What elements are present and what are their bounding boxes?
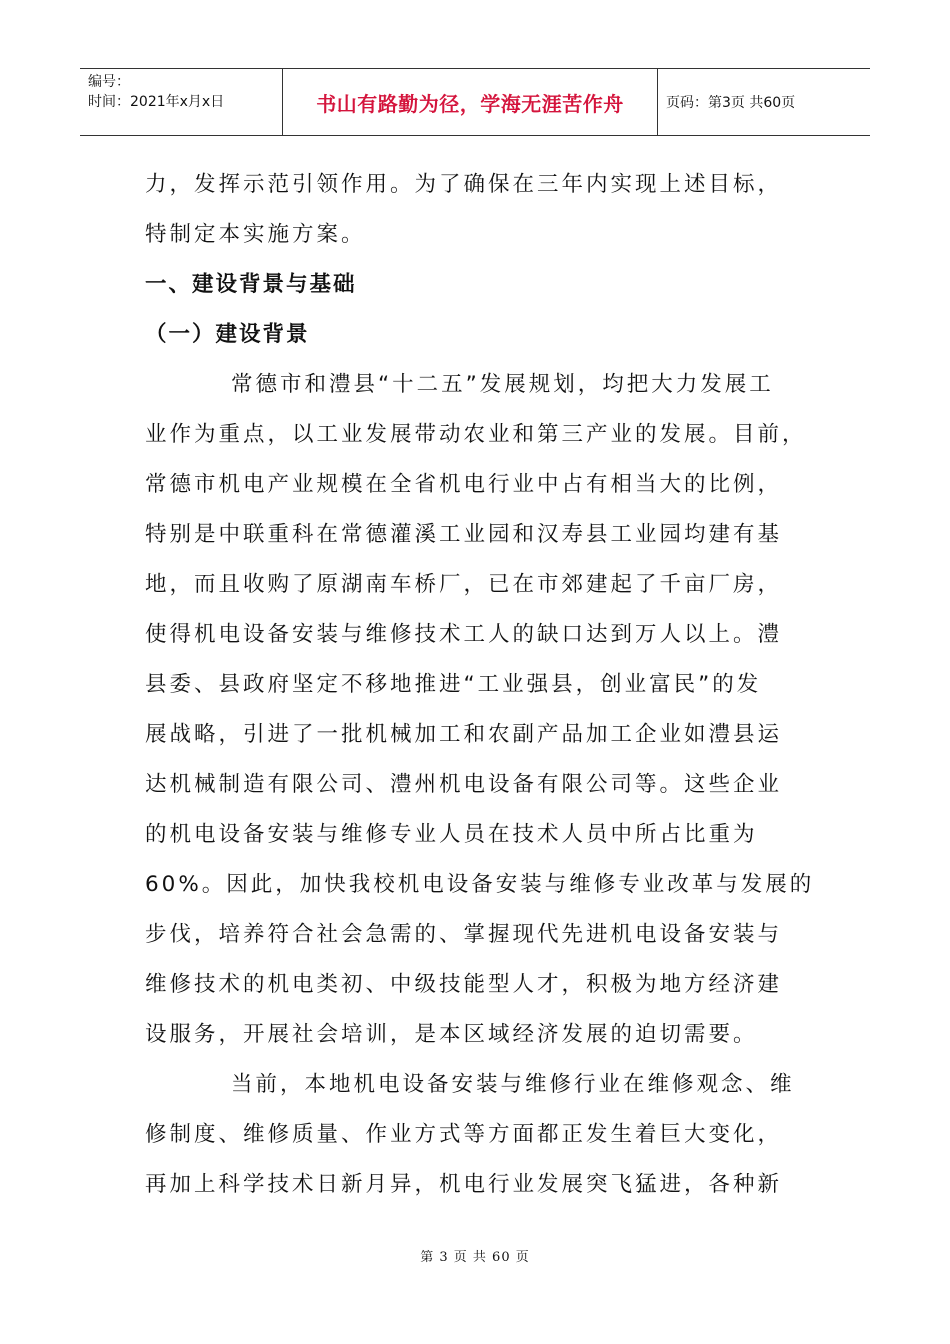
paragraph-line: 力，发挥示范引领作用。为了确保在三年内实现上述目标， xyxy=(145,172,783,197)
page-footer: 第 3 页 共 60 页 xyxy=(420,1250,530,1265)
paragraph-line: 业作为重点，以工业发展带动农业和第三产业的发展。目前， xyxy=(145,422,807,447)
paragraph-line: 使得机电设备安装与维修技术工人的缺口达到万人以上。澧 xyxy=(145,622,783,647)
paragraph-line: 县委、县政府坚定不移地推进“工业强县，创业富民”的发 xyxy=(145,672,762,697)
section-heading: 一、建设背景与基础 xyxy=(145,272,357,297)
document-body xyxy=(145,160,815,1210)
header-meta xyxy=(80,69,283,135)
header-number: 编号： xyxy=(88,74,130,90)
header-motto: 书山有路勤为径，学海无涯苦作舟 xyxy=(283,69,658,135)
paragraph-line: 修制度、维修质量、作业方式等方面都正发生着巨大变化， xyxy=(145,1122,783,1147)
paragraph-line: 60%。因此，加快我校机电设备安装与维修专业改革与发展的 xyxy=(145,872,815,897)
header-time: 时间：2021年x月x日 xyxy=(88,94,225,110)
page-header xyxy=(80,68,870,136)
paragraph-line: 特制定本实施方案。 xyxy=(145,222,366,247)
paragraph-line: 常德市和澧县“十二五”发展规划，均把大力发展工 xyxy=(231,372,774,397)
paragraph-line: 特别是中联重科在常德灌溪工业园和汉寿县工业园均建有基 xyxy=(145,522,783,547)
subsection-heading: （一）建设背景 xyxy=(145,322,310,347)
paragraph-line: 再加上科学技术日新月异，机电行业发展突飞猛进，各种新 xyxy=(145,1172,783,1197)
paragraph-line: 步伐，培养符合社会急需的、掌握现代先进机电设备安装与 xyxy=(145,922,783,947)
paragraph-line: 展战略，引进了一批机械加工和农副产品加工企业如澧县运 xyxy=(145,722,783,747)
paragraph-line: 维修技术的机电类初、中级技能型人才，积极为地方经济建 xyxy=(145,972,783,997)
paragraph-line: 地，而且收购了原湖南车桥厂，已在市郊建起了千亩厂房， xyxy=(145,572,783,597)
paragraph-line: 当前，本地机电设备安装与维修行业在维修观念、维 xyxy=(231,1072,795,1097)
paragraph-line: 常德市机电产业规模在全省机电行业中占有相当大的比例， xyxy=(145,472,783,497)
paragraph-line: 的机电设备安装与维修专业人员在技术人员中所占比重为 xyxy=(145,822,758,847)
paragraph-line: 达机械制造有限公司、澧州机电设备有限公司等。这些企业 xyxy=(145,772,783,797)
paragraph-line: 设服务，开展社会培训，是本区域经济发展的迫切需要。 xyxy=(145,1022,758,1047)
header-page-info: 页码：第3页 共60页 xyxy=(666,95,796,111)
